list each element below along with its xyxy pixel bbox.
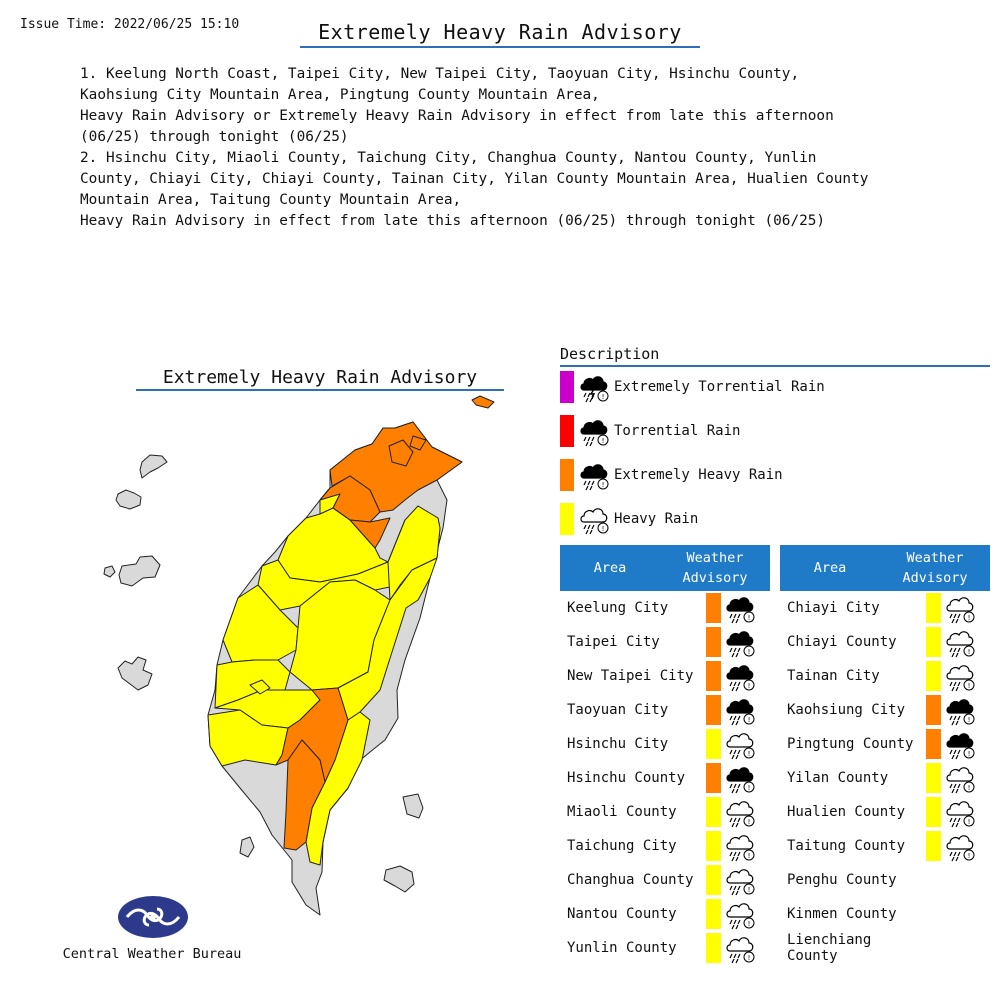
area-name: Hsinchu City: [567, 736, 669, 752]
svg-text:!: !: [747, 750, 751, 758]
advisory-icon-wrap: [724, 660, 756, 692]
advisory-icon-wrap: [944, 728, 976, 760]
area-name: Pingtung County: [787, 736, 914, 752]
legend-icon-wrap: [578, 415, 610, 447]
advisory-swatch: [926, 593, 941, 623]
area-name: New Taipei City: [567, 668, 694, 684]
svg-text:!: !: [601, 525, 605, 533]
table-body: [780, 591, 990, 965]
dark-cloud-rain-icon: [578, 415, 610, 447]
advisory-line: Mountain Area, Taitung County Mountain Area,: [80, 192, 462, 208]
light-cloud-rain-icon: [944, 592, 976, 624]
advisory-line: Kaohsiung City Mountain Area, Pingtung County Mountain Area,: [80, 87, 600, 103]
advisory-icon-wrap: [724, 728, 756, 760]
advisory-line: (06/25) through tonight (06/25): [80, 129, 349, 145]
svg-text:!: !: [967, 648, 971, 656]
header-advisory-line2: Advisory: [902, 570, 968, 586]
advisory-swatch: [926, 627, 941, 657]
advisory-icon-wrap: [724, 592, 756, 624]
table-row: [560, 591, 770, 625]
area-name: Nantou County: [567, 906, 677, 922]
legend-label: Extremely Heavy Rain: [614, 467, 783, 483]
table-header: [780, 545, 990, 591]
table-row: [780, 897, 990, 931]
page-title: Extremely Heavy Rain Advisory: [300, 20, 700, 48]
table-row: [560, 727, 770, 761]
advisory-icon-wrap: [724, 626, 756, 658]
legend-swatch: [560, 371, 574, 403]
advisory-icon-wrap: [944, 796, 976, 828]
svg-text:!: !: [601, 437, 605, 445]
table-row: [560, 625, 770, 659]
area-name: Hualien County: [787, 804, 906, 820]
advisory-swatch: [706, 797, 721, 827]
legend-label: Heavy Rain: [614, 511, 699, 527]
header-advisory-line1: Weather: [686, 550, 744, 566]
advisory-icon-wrap: [944, 592, 976, 624]
svg-text:!: !: [967, 716, 971, 724]
dark-cloud-rain-icon: [724, 694, 756, 726]
table-row: [560, 931, 770, 965]
table-row: [780, 829, 990, 863]
dark-cloud-rain-icon: [944, 728, 976, 760]
light-cloud-rain-icon: [724, 898, 756, 930]
legend-item: [560, 459, 783, 491]
svg-text:!: !: [747, 716, 751, 724]
svg-text:!: !: [967, 784, 971, 792]
dark-cloud-rain-icon: [724, 660, 756, 692]
table-row: [780, 931, 990, 965]
legend-icon-wrap: [578, 503, 610, 535]
svg-text:!: !: [601, 393, 605, 401]
advisory-line: County, Chiayi City, Chiayi County, Tainan City, Yilan County Mountain Area, Hualien County: [80, 171, 869, 187]
advisory-swatch: [926, 831, 941, 861]
svg-text:!: !: [967, 750, 971, 758]
advisory-line: 2. Hsinchu City, Miaoli County, Taichung City, Changhua County, Nantou County, Yunlin: [80, 150, 817, 166]
advisory-line: Heavy Rain Advisory in effect from late this afternoon (06/25) through tonight (06/25): [80, 213, 826, 229]
table-row: [560, 897, 770, 931]
dark-cloud-rain-icon: [724, 762, 756, 794]
legend-swatch: [560, 503, 574, 535]
advisory-icon-wrap: [724, 796, 756, 828]
legend-icon-wrap: [578, 459, 610, 491]
svg-text:!: !: [967, 852, 971, 860]
table-body: [560, 591, 770, 965]
area-name: Taoyuan City: [567, 702, 669, 718]
area-name: Miaoli County: [567, 804, 677, 820]
light-cloud-rain-icon: [944, 660, 976, 692]
svg-text:!: !: [747, 682, 751, 690]
header-area: Area: [813, 560, 847, 576]
advisory-line: 1. Keelung North Coast, Taipei City, New Taipei City, Taoyuan City, Hsinchu County,: [80, 66, 800, 82]
legend-icon-wrap: [578, 371, 610, 403]
table-row: [560, 693, 770, 727]
table-row: [780, 659, 990, 693]
table-row: [560, 761, 770, 795]
cwb-logo: [117, 895, 189, 939]
advisory-text: [80, 64, 940, 232]
dark-cloud-rain-icon: [578, 459, 610, 491]
header-advisory-line2: Advisory: [682, 570, 748, 586]
taiwan-advisory-map: [0, 395, 540, 935]
area-name: Tainan City: [787, 668, 880, 684]
table-row: [560, 829, 770, 863]
advisory-swatch: [706, 729, 721, 759]
legend-label: Torrential Rain: [614, 423, 741, 439]
advisory-swatch: [926, 695, 941, 725]
header-advisory: [660, 548, 770, 588]
header-advisory-line1: Weather: [906, 550, 964, 566]
dark-cloud-rain-icon: [724, 592, 756, 624]
table-row: [780, 625, 990, 659]
svg-text:!: !: [967, 682, 971, 690]
area-name: Changhua County: [567, 872, 694, 888]
map-island-matsu-north: [140, 455, 167, 478]
map-island-matsu-south: [116, 490, 141, 509]
dark-cloud-lightning-rain-icon: [578, 371, 610, 403]
table-row: [780, 693, 990, 727]
table-row: [780, 795, 990, 829]
advisory-swatch: [706, 627, 721, 657]
advisory-swatch: [706, 899, 721, 929]
table-row: [560, 659, 770, 693]
map-island-kinmen-small: [104, 566, 115, 577]
area-name: Chiayi City: [787, 600, 880, 616]
svg-text:!: !: [747, 614, 751, 622]
svg-text:!: !: [747, 818, 751, 826]
map-title: Extremely Heavy Rain Advisory: [136, 367, 504, 391]
map-island-orchid: [384, 866, 414, 892]
advisory-swatch: [706, 763, 721, 793]
advisory-icon-wrap: [944, 626, 976, 658]
area-name: Taichung City: [567, 838, 677, 854]
legend-item: [560, 503, 698, 535]
dark-cloud-rain-icon: [724, 626, 756, 658]
advisory-icon-wrap: [944, 830, 976, 862]
header-advisory: [880, 548, 990, 588]
area-name: Penghu County: [787, 872, 897, 888]
area-name: Yunlin County: [567, 940, 677, 956]
advisory-icon-wrap: [724, 762, 756, 794]
light-cloud-rain-icon: [724, 830, 756, 862]
advisory-icon-wrap: [724, 898, 756, 930]
light-cloud-rain-icon: [944, 796, 976, 828]
advisory-swatch: [706, 695, 721, 725]
area-name: Taipei City: [567, 634, 660, 650]
svg-text:!: !: [967, 818, 971, 826]
advisory-swatch: [926, 797, 941, 827]
light-cloud-rain-icon: [578, 503, 610, 535]
agency-name: Central Weather Bureau: [62, 946, 242, 962]
dark-cloud-rain-icon: [944, 694, 976, 726]
table-row: [780, 761, 990, 795]
table-row: [560, 795, 770, 829]
advisory-icon-wrap: [724, 830, 756, 862]
svg-text:!: !: [747, 852, 751, 860]
svg-text:!: !: [747, 886, 751, 894]
light-cloud-rain-icon: [724, 796, 756, 828]
legend-item: [560, 415, 740, 447]
svg-text:!: !: [747, 648, 751, 656]
svg-text:!: !: [747, 784, 751, 792]
table-header: [560, 545, 770, 591]
advisory-swatch: [706, 831, 721, 861]
advisory-icon-wrap: [944, 660, 976, 692]
map-island-green: [403, 794, 423, 818]
table-row: [780, 591, 990, 625]
advisory-icon-wrap: [724, 694, 756, 726]
advisory-swatch: [706, 865, 721, 895]
advisory-icon-wrap: [724, 864, 756, 896]
legend-item: [560, 371, 825, 403]
area-name: Taitung County: [787, 838, 906, 854]
area-name: Chiayi County: [787, 634, 897, 650]
issue-time: Issue Time: 2022/06/25 15:10: [20, 17, 240, 32]
area-name: Yilan County: [787, 770, 889, 786]
advisory-swatch: [706, 661, 721, 691]
map-island-kinmen: [119, 556, 160, 586]
advisory-icon-wrap: [944, 762, 976, 794]
light-cloud-rain-icon: [944, 830, 976, 862]
light-cloud-rain-icon: [944, 626, 976, 658]
advisory-line: Heavy Rain Advisory or Extremely Heavy Rain Advisory in effect from late this afternoon: [80, 108, 834, 124]
description-title: Description: [560, 345, 990, 367]
map-island-pengjia: [472, 396, 494, 408]
area-name: Lienchiang County: [787, 932, 872, 964]
area-name: Kinmen County: [787, 906, 897, 922]
area-name: Kaohsiung City: [787, 702, 906, 718]
area-table-right: [780, 545, 990, 965]
table-row: [560, 863, 770, 897]
advisory-swatch: [926, 661, 941, 691]
svg-text:!: !: [747, 954, 751, 962]
table-row: [780, 727, 990, 761]
legend-swatch: [560, 415, 574, 447]
map-island-liuqiu: [240, 837, 254, 857]
svg-text:!: !: [967, 614, 971, 622]
svg-text:!: !: [747, 920, 751, 928]
advisory-swatch: [926, 729, 941, 759]
table-row: [780, 863, 990, 897]
advisory-swatch: [706, 933, 721, 963]
advisory-icon-wrap: [944, 694, 976, 726]
header-area: Area: [593, 560, 627, 576]
map-island-penghu: [118, 657, 152, 690]
light-cloud-rain-icon: [724, 864, 756, 896]
legend-swatch: [560, 459, 574, 491]
advisory-swatch: [706, 593, 721, 623]
area-name: Hsinchu County: [567, 770, 686, 786]
advisory-swatch: [926, 763, 941, 793]
advisory-icon-wrap: [724, 932, 756, 964]
light-cloud-rain-icon: [944, 762, 976, 794]
area-name: Keelung City: [567, 600, 669, 616]
light-cloud-rain-icon: [724, 728, 756, 760]
light-cloud-rain-icon: [724, 932, 756, 964]
legend-label: Extremely Torrential Rain: [614, 379, 825, 395]
area-table-left: [560, 545, 770, 965]
svg-text:!: !: [601, 481, 605, 489]
